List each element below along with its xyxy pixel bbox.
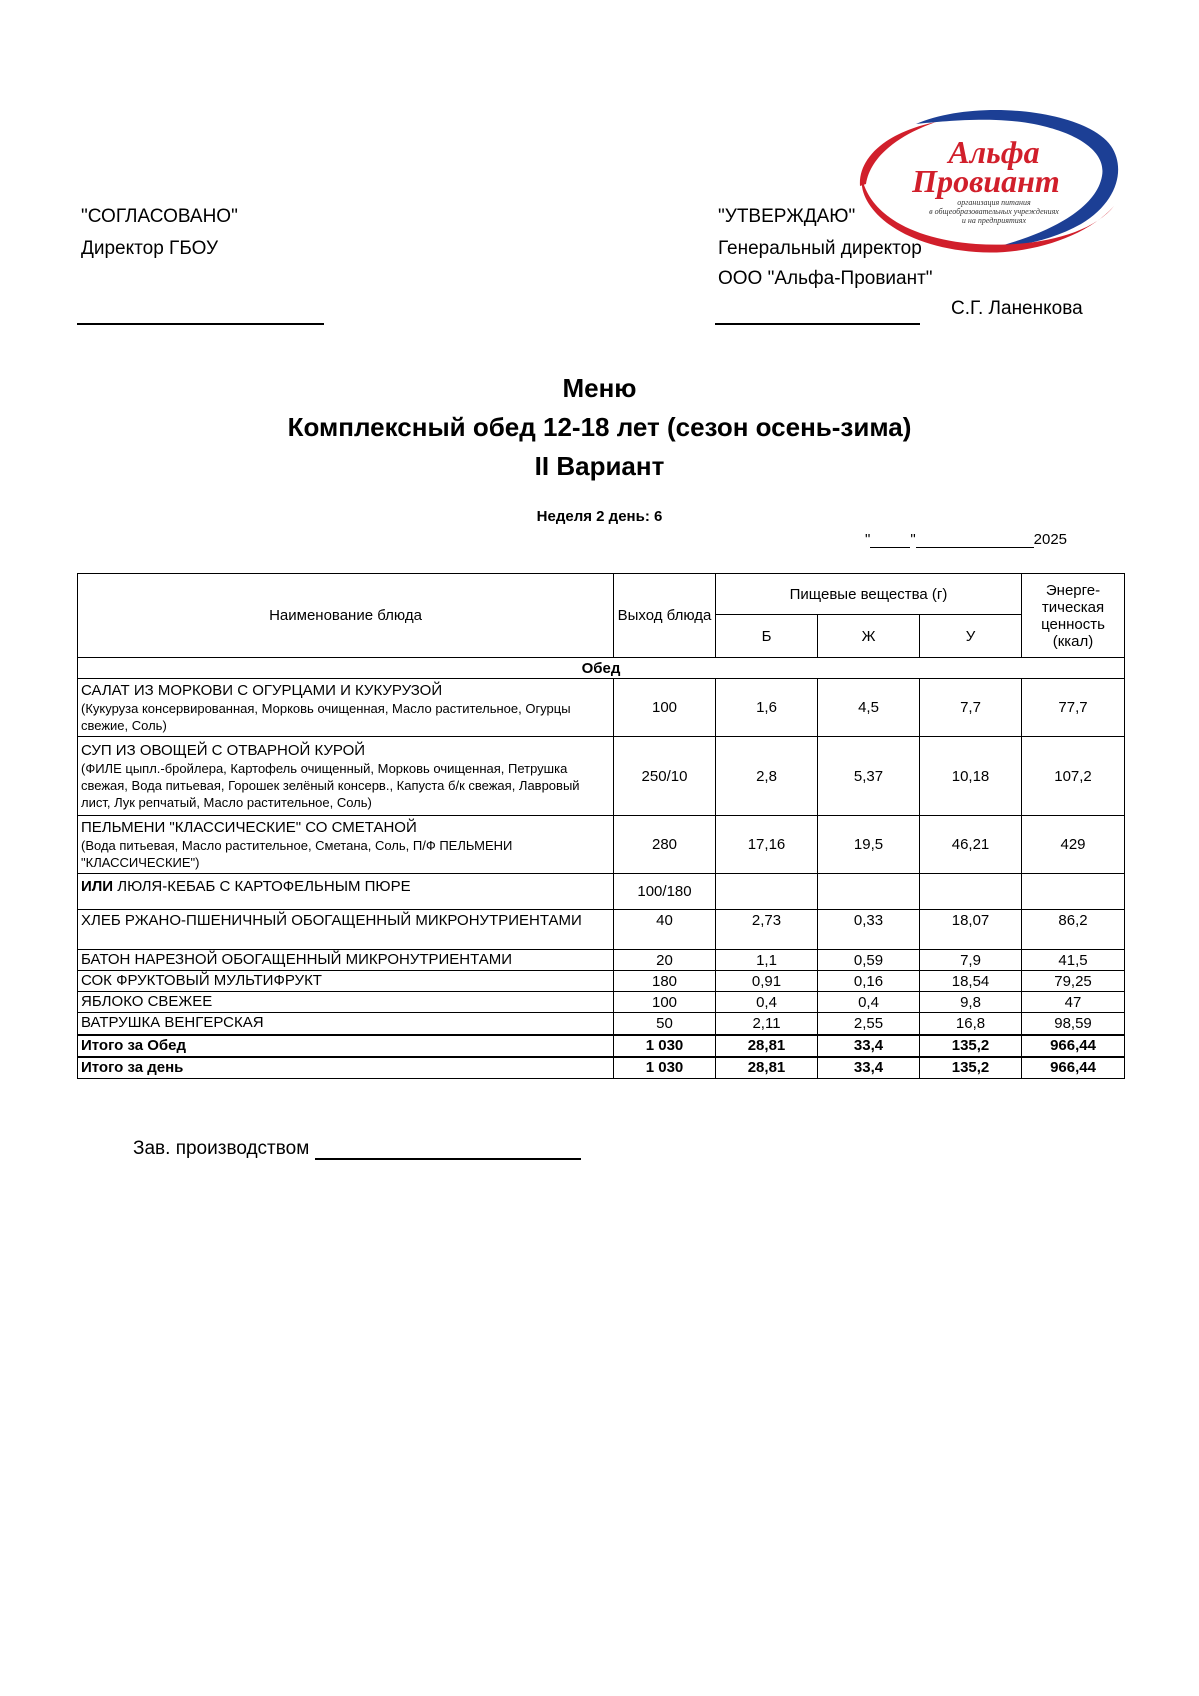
footer-signature — [133, 1138, 581, 1160]
total-u: 135,2 — [920, 1035, 1022, 1057]
logo-name-line2: Провиант — [912, 163, 1060, 199]
title-menu: Меню — [562, 373, 637, 403]
dish-name: СУП ИЗ ОВОЩЕЙ С ОТВАРНОЙ КУРОЙ — [81, 741, 366, 759]
zh-cell: 0,4 — [818, 992, 920, 1013]
date-field — [865, 531, 1067, 548]
signature-line-left — [77, 323, 324, 325]
alfa-proviant-logo — [856, 106, 1124, 256]
yield-cell: 100/180 — [614, 874, 716, 910]
logo-name-line1: Альфа — [948, 134, 1040, 170]
dish-name: ВАТРУШКА ВЕНГЕРСКАЯ — [81, 1014, 264, 1032]
zh-cell: 0,59 — [818, 950, 920, 971]
u-cell: 46,21 — [920, 816, 1022, 874]
table-row — [78, 816, 1125, 874]
u-cell — [920, 874, 1022, 910]
date-day-blank — [870, 533, 910, 548]
logo-tagline-2: в общеобразовательных учреждениях — [929, 207, 1059, 216]
yield-cell: 100 — [614, 679, 716, 737]
u-cell: 16,8 — [920, 1013, 1022, 1035]
yield-cell: 20 — [614, 950, 716, 971]
yield-cell: 250/10 — [614, 737, 716, 816]
approval-right-company: ООО "Альфа-Провиант" — [718, 268, 933, 289]
dish-cell — [78, 950, 614, 971]
table-row — [78, 679, 1125, 737]
dish-cell — [78, 816, 614, 874]
title-complex-lunch: Комплексный обед 12-18 лет (сезон осень-зима) — [287, 412, 912, 442]
yield-cell: 280 — [614, 816, 716, 874]
header-energy: Энерге-тическая ценность (ккал) — [1022, 574, 1125, 658]
header-name: Наименование блюда — [78, 574, 614, 658]
dish-name: СОК ФРУКТОВЫЙ МУЛЬТИФРУКТ — [81, 972, 322, 989]
u-cell: 18,54 — [920, 971, 1022, 992]
total-label: Итого за день — [78, 1057, 614, 1079]
week-day: Неделя 2 день: 6 — [536, 508, 663, 525]
kcal-cell: 86,2 — [1022, 910, 1125, 950]
b-cell: 1,6 — [716, 679, 818, 737]
dish-name: САЛАТ ИЗ МОРКОВИ С ОГУРЦАМИ И КУКУРУЗОЙ — [81, 681, 443, 699]
u-cell: 7,7 — [920, 679, 1022, 737]
dish-name: ЯБЛОКО СВЕЖЕЕ — [81, 993, 213, 1010]
dish-composition: (Кукуруза консервированная, Морковь очищенная, Масло растительное, Огурцы свежие, Соль) — [81, 700, 571, 733]
dish-cell — [78, 874, 614, 910]
menu-table — [77, 573, 1125, 1079]
dish-cell — [78, 1013, 614, 1035]
b-cell: 17,16 — [716, 816, 818, 874]
b-cell — [716, 874, 818, 910]
approval-right-title: "УТВЕРЖДАЮ" — [718, 206, 856, 227]
total-yield: 1 030 — [614, 1035, 716, 1057]
header-nutrients: Пищевые вещества (г) — [716, 574, 1022, 615]
header-b: Б — [716, 615, 818, 658]
date-year: 2025 — [1033, 531, 1068, 548]
dish-cell — [78, 737, 614, 816]
total-zh: 33,4 — [818, 1035, 920, 1057]
total-u: 135,2 — [920, 1057, 1022, 1079]
dish-composition: (ФИЛЕ цыпл.-бройлера, Картофель очищенный, Морковь очищенная, Петрушка свежая, Вода питьевая, Горошек зелёный консерв., Капуста б/к свежая, Лавровый лист, Лук репчатый, Масло растительное, Соль) — [81, 760, 580, 810]
b-cell: 1,1 — [716, 950, 818, 971]
table-row — [78, 992, 1125, 1013]
total-kcal: 966,44 — [1022, 1057, 1125, 1079]
date-quote-open: " — [865, 531, 871, 548]
kcal-cell: 429 — [1022, 816, 1125, 874]
zh-cell: 0,16 — [818, 971, 920, 992]
total-row-day — [78, 1057, 1125, 1079]
dish-prefix: ИЛИ — [81, 878, 114, 895]
dish-cell — [78, 971, 614, 992]
dish-name: ЛЮЛЯ-КЕБАБ С КАРТОФЕЛЬНЫМ ПЮРЕ — [113, 878, 411, 895]
header-zh: Ж — [818, 615, 920, 658]
approval-right-signer: С.Г. Ланенкова — [951, 298, 1083, 319]
logo-tagline-1: организация питания — [957, 198, 1031, 207]
section-row — [78, 658, 1125, 679]
signature-line-right — [715, 323, 920, 325]
table-row — [78, 874, 1125, 910]
b-cell: 0,4 — [716, 992, 818, 1013]
table-row — [78, 737, 1125, 816]
table-row — [78, 910, 1125, 950]
table-row — [78, 971, 1125, 992]
zh-cell — [818, 874, 920, 910]
total-b: 28,81 — [716, 1035, 818, 1057]
header-yield: Выход блюда — [614, 574, 716, 658]
yield-cell: 40 — [614, 910, 716, 950]
total-yield: 1 030 — [614, 1057, 716, 1079]
b-cell: 0,91 — [716, 971, 818, 992]
total-label: Итого за Обед — [78, 1035, 614, 1057]
total-b: 28,81 — [716, 1057, 818, 1079]
table-row — [78, 1013, 1125, 1035]
dish-composition: (Вода питьевая, Масло растительное, Сметана, Соль, П/Ф ПЕЛЬМЕНИ "КЛАССИЧЕСКИЕ") — [81, 837, 513, 870]
approval-left-title: "СОГЛАСОВАНО" — [81, 206, 238, 227]
dish-name: ХЛЕБ РЖАНО-ПШЕНИЧНЫЙ ОБОГАЩЕННЫЙ МИКРОНУТРИЕНТАМИ — [81, 912, 582, 929]
dish-cell — [78, 910, 614, 950]
kcal-cell — [1022, 874, 1125, 910]
kcal-cell: 79,25 — [1022, 971, 1125, 992]
footer-signature-line — [315, 1138, 581, 1160]
zh-cell: 19,5 — [818, 816, 920, 874]
kcal-cell: 107,2 — [1022, 737, 1125, 816]
kcal-cell: 47 — [1022, 992, 1125, 1013]
zh-cell: 2,55 — [818, 1013, 920, 1035]
total-row-lunch — [78, 1035, 1125, 1057]
table-header-row — [78, 574, 1125, 615]
header-u: У — [920, 615, 1022, 658]
kcal-cell: 41,5 — [1022, 950, 1125, 971]
table-row — [78, 950, 1125, 971]
total-kcal: 966,44 — [1022, 1035, 1125, 1057]
kcal-cell: 77,7 — [1022, 679, 1125, 737]
yield-cell: 50 — [614, 1013, 716, 1035]
zh-cell: 4,5 — [818, 679, 920, 737]
dish-name: ПЕЛЬМЕНИ "КЛАССИЧЕСКИЕ" СО СМЕТАНОЙ — [81, 818, 417, 836]
date-quote-close: " — [910, 531, 916, 548]
dish-cell — [78, 992, 614, 1013]
yield-cell: 180 — [614, 971, 716, 992]
u-cell: 10,18 — [920, 737, 1022, 816]
approval-right-position: Генеральный директор — [718, 238, 922, 259]
section-lunch: Обед — [78, 658, 1125, 679]
title-variant: II Вариант — [534, 451, 665, 481]
zh-cell: 0,33 — [818, 910, 920, 950]
u-cell: 18,07 — [920, 910, 1022, 950]
approval-left-position: Директор ГБОУ — [81, 238, 219, 259]
b-cell: 2,73 — [716, 910, 818, 950]
total-zh: 33,4 — [818, 1057, 920, 1079]
zh-cell: 5,37 — [818, 737, 920, 816]
u-cell: 7,9 — [920, 950, 1022, 971]
kcal-cell: 98,59 — [1022, 1013, 1125, 1035]
footer-label: Зав. производством — [133, 1138, 310, 1159]
dish-cell — [78, 679, 614, 737]
dish-name: БАТОН НАРЕЗНОЙ ОБОГАЩЕННЫЙ МИКРОНУТРИЕНТАМИ — [81, 951, 513, 968]
date-month-blank — [916, 533, 1034, 548]
b-cell: 2,11 — [716, 1013, 818, 1035]
u-cell: 9,8 — [920, 992, 1022, 1013]
yield-cell: 100 — [614, 992, 716, 1013]
b-cell: 2,8 — [716, 737, 818, 816]
logo-tagline-3: и на предприятиях — [961, 216, 1027, 225]
